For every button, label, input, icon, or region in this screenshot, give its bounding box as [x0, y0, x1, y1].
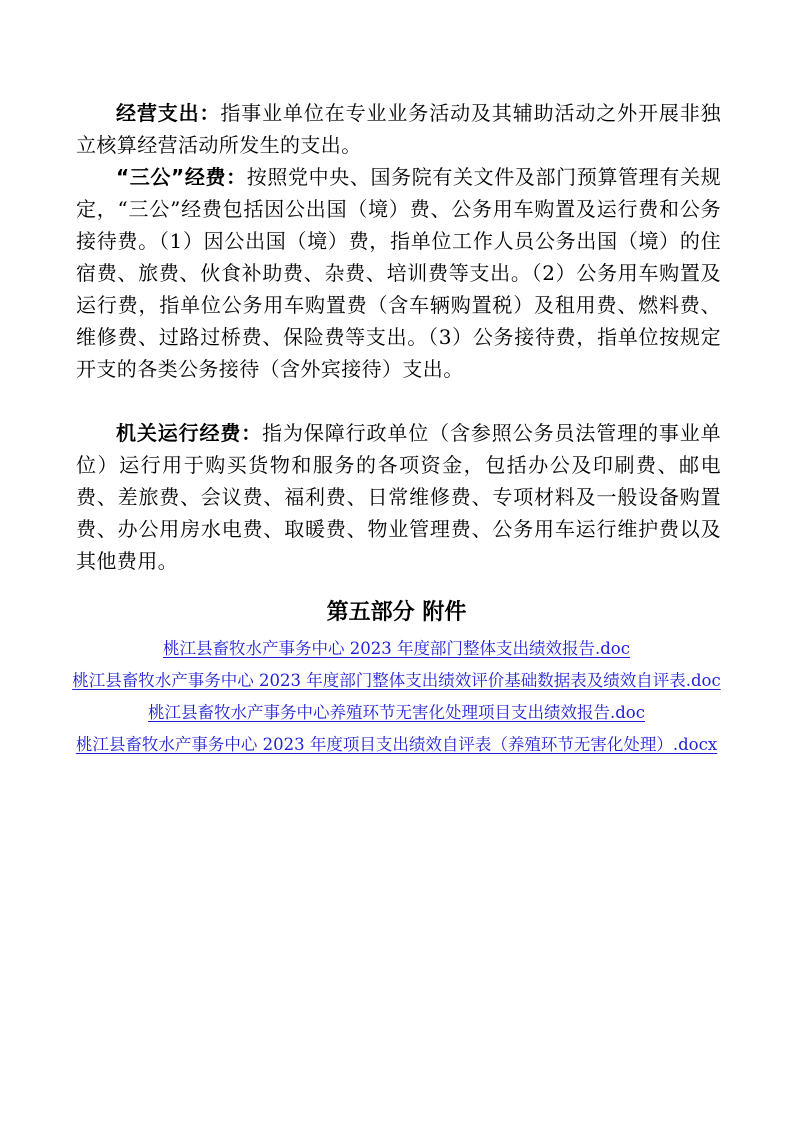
term-operating-expenses: 经营支出： [116, 101, 221, 125]
attachment-link-project-self-evaluation[interactable]: 桃江县畜牧水产事务中心 2023 年度项目支出绩效自评表（养殖环节无害化处理）.docx [75, 735, 718, 754]
definition-three-public-expenses [76, 161, 721, 385]
attachment-item [70, 697, 723, 729]
term-three-public-expenses: “三公”经费： [116, 165, 247, 189]
attachment-link-dept-performance-report[interactable]: 桃江县畜牧水产事务中心 2023 年度部门整体支出绩效报告.doc [163, 639, 630, 658]
definition-text: 按照党中央、国务院有关文件及部门预算管理有关规定，“三公”经费包括因公出国（境）费、公务用车购置及运行费和公务接待费。（1）因公出国（境）费，指单位工作人员公务出国（境）的住宿费、旅费、伙食补助费、杂费、培训费等支出。（2）公务用车购置及运行费，指单位公务用车购置费（含车辆购置税）及租用费、燃料费、维修费、过路过桥费、保险费等支出。（3）公务接待费，指单位按规定开支的各类公务接待（含外宾接待）支出。 [76, 165, 722, 381]
definition-text: 指为保障行政单位（含参照公务员法管理的事业单位）运行用于购买货物和服务的各项资金，包括办公及印刷费、邮电费、差旅费、会议费、福利费、日常维修费、专项材料及一般设备购置费、办公用房水电费、取暖费、物业管理费、公务用车运行维护费以及其他费用。 [76, 421, 721, 573]
attachment-item [70, 633, 723, 665]
section-heading-attachments: 第五部分 附件 [326, 600, 467, 625]
attachment-item [70, 665, 723, 697]
definition-operating-expenses [76, 97, 721, 161]
definition-agency-operating-funds [76, 417, 721, 577]
attachment-link-project-performance-report[interactable]: 桃江县畜牧水产事务中心养殖环节无害化处理项目支出绩效报告.doc [148, 703, 645, 722]
attachment-list [70, 633, 723, 761]
definition-text: 指事业单位在专业业务活动及其辅助活动之外开展非独立核算经营活动所发生的支出。 [76, 101, 722, 157]
attachment-item [70, 729, 723, 761]
term-agency-operating-funds: 机关运行经费： [116, 421, 263, 445]
attachment-link-dept-data-table[interactable]: 桃江县畜牧水产事务中心 2023 年度部门整体支出绩效评价基础数据表及绩效自评表.doc [72, 671, 721, 690]
